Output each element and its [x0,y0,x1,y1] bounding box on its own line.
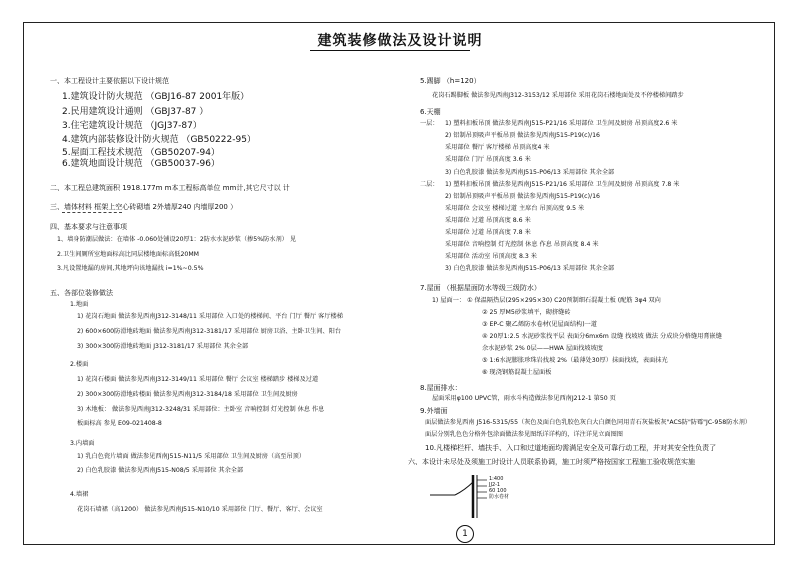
exterior-wall-item: 面层做法参见西南 J516-5315/55（灰色及面白色乳胶色灰白大白颜色同用青石灰盐板灰"ACS防"防霉"JC-958防水剂） [425,419,751,426]
roof-layer: 余水泥砂浆 2% 0层——HWA 屋面找坡坡度 [482,345,603,352]
ceiling-item: 3) 白色乳胶漆 做法参见西南J515-P06/13 采用部位 其余全部 [445,265,615,272]
ceiling-item: 3) 白色乳胶漆 做法参见西南J515-P06/13 采用部位 其余全部 [445,169,615,176]
title-underline [310,50,470,51]
spec-item: 4.建筑内部装修设计防火规范 （GB50222-95） [62,135,256,145]
floor-item: 3) 300×300防滑地砖地面 J312-3181/17 采用部位 其余全部 [77,343,249,350]
roof-layer: ⑥ 现浇钢筋混凝土屋面板 [482,369,552,376]
ceiling-item: 采用部位 会议室 楼梯过道 主席台 吊顶高度 9.5 米 [445,205,585,212]
spec-item: 5.屋面工程技术规范 （GB50207-94） [62,148,220,158]
spec-item: 1.建筑设计防火规范 （GBJ16-87 2001年版） [62,92,250,102]
stair-heading: 2.楼面 [70,361,89,368]
section-3-walls: 三、墙体材料 框架上空心砖砌墙 2外墙厚240 内墙厚200 ） [50,203,238,211]
section-1-heading: 一、本工程设计主要依据以下设计规范 [50,77,169,85]
stair-item: 板面标高 参见 E09-021408-8 [77,420,162,427]
section-6-note: 六、本设计未尽处及须施工时设计人员联系协调，施工时须严格按国家工程施工验收规范实施 [408,458,695,466]
ceiling-item: 1) 塑料扣板吊顶 做法参见西南J515-P21/16 采用部位 卫生间及厨房 吊顶高度 7.8 米 [445,181,680,188]
requirement-item: 2.卫生间厕所室地面标高比同层楼地面标高低20MM [57,251,200,258]
detail-label: 1:400 [489,476,504,482]
requirement-item: 1、墙身防潮层做法：在墙体 -0.060处铺设20厚1：2防水水泥砂浆（掺5%防水剂） 见 [57,236,297,243]
floor-heading: 1.地面 [70,301,89,308]
page-title: 建筑装修做法及设计说明 [317,33,483,49]
stair-item: 3) 木地板： 做法参见西南J312-3248/31 采用部位：主卧室 音响控制 灯光控制 休息 作息 [77,406,325,413]
section-5-heading: 五、各部位装修做法 [50,289,113,297]
roof-layer: ⑤ 1:6水泥膨胀珍珠岩找坡 2%（最薄处30厚）抹面找坡，表面抹光 [482,357,668,364]
exterior-wall-heading: 9.外墙面 [420,407,448,415]
inner-wall-item: 1) 乳白色瓷片墙面 做法参见西南J515-N11/5 采用部位 卫生间及厨房（高至吊顶） [77,453,306,460]
roof-heading: 7.屋面 （根据屋面防水等级三级防水） [420,284,541,292]
dado-heading: 4.墙裙 [70,491,89,498]
roof-layer: ④ 20厚1:2.5 水泥砂浆找平层 表面分6mx6m 设缝 找坡坡 做法 分成块分格缝用膏嵌缝 [482,333,722,340]
inner-wall-heading: 3.内墙面 [70,440,95,447]
waterproof-detail-sketch [425,470,565,520]
ceiling-item: 采用部位 过道 吊顶高度 8.6 米 [445,217,531,224]
roof-layer: ② 25 厚M5砂浆填平，砌挤缝砖 [482,309,571,316]
ceiling-item: 采用部位 餐厅 客厅楼梯 吊顶高度4 米 [445,144,550,151]
ceiling-item: 采用部位 活动室 吊顶高度 8.3 米 [445,253,537,260]
exterior-wall-item: 面层分别乳色色分格外包涂面做法参见图纸详详构的，详注详见立面图图 [425,431,623,438]
section-3-underline [62,212,122,213]
ceiling-item: 1) 塑料扣板吊顶 做法参见西南J515-P21/16 采用部位 卫生间及厨房 吊顶高度2.6 米 [445,120,678,127]
ceiling-item: 2) 铝制吊顶吸声平板吊顶 做法参见西南J515-P19(c)/16 [445,193,600,200]
kick-item: 花岗石踢脚板 做法参见西南J312-3153/12 采用部位 采用花岗石楼地面处及不停楼梯间踏步 [432,92,684,99]
floor2-label: 二层： [420,181,439,188]
sheet-number: 1 [456,525,474,543]
spec-item: 6.建筑地面设计规范 （GB50037-96） [62,159,220,169]
detail-label: JJ2-1 [489,482,501,488]
railing-note: 10.凡楼梯栏杆、墙扶手、入口和过道地面均需满足安全及可靠行动工程，并对其安全性负责了 [425,444,717,452]
detail-label: 60 100 [489,488,507,494]
inner-wall-item: 2) 白色乳胶漆 做法参见西南J515-N08/5 采用部位 其余全部 [77,467,244,474]
floor1-label: 一层： [420,120,439,127]
dado-item: 花岗石墙裙（高1200） 做法参见西南J515-N10/10 采用部位 门厅、餐厅、客厅、会议室 [77,506,323,513]
requirement-item: 3.凡设置地漏的房间,其地坪向该地漏找 i=1%~0.5% [57,265,204,272]
section-4-heading: 四、基本要求与注意事项 [50,223,127,231]
roof-item: 1) 屋面一： ① 保温隔热层(295×295×30) C20预制细石混凝土板 (配筋 3φ4 双向 [432,297,661,304]
floor-item: 1) 花岗石地面 做法参见西南J312-3148/11 采用部位 入口处的楼梯间、平台 门厅 餐厅 客厅楼梯 [77,313,343,320]
stair-item: 1) 花岗石楼面 做法参见西南J312-3149/11 采用部位 餐厅 会议室 楼梯踏步 楼梯及过道 [77,376,319,383]
spec-item: 2.民用建筑设计通则 （GBJ37-87 ） [62,107,209,117]
stair-item: 2) 300×300防滑地砖楼面 做法参见西南J312-3184/18 采用部位 卫生间及厨房 [77,391,298,398]
detail-label: 防水卷材 [489,494,510,500]
ceiling-item: 采用部位 门厅 吊顶高度 3.6 米 [445,156,531,163]
section-2-area: 二、本工程总建筑面积 1918.177m m本工程标高单位 mm计,其它尺寸以 计 [50,184,290,192]
ceiling-item: 2) 铝制吊顶吸声平板吊顶 做法参见西南J515-P19(c)/16 [445,132,600,139]
roof-layer: ③ EP-C 聚乙烯防水卷材(见屋面结构)一道 [482,321,597,328]
kick-heading: 5.踢脚 （h=120） [420,77,481,85]
floor-item: 2) 600×600防滑地砖地面 做法参见西南J312-3181/17 采用部位 厨房卫浴、主卧卫生间、阳台 [77,328,342,335]
drain-item: 屋面采用φ100 UPVC管，雨水斗构造做法参见西南J212-1 第50 页 [432,395,616,402]
drain-heading: 8.屋面排水： [420,384,462,392]
spec-item: 3.住宅建筑设计规范 （JGJ37-87） [62,121,202,131]
ceiling-item: 采用部位 音响控制 灯光控制 休息 作息 吊顶高度 8.4 米 [445,241,599,248]
ceiling-heading: 6.天棚 [420,108,441,116]
ceiling-item: 采用部位 过道 吊顶高度 7.8 米 [445,229,531,236]
